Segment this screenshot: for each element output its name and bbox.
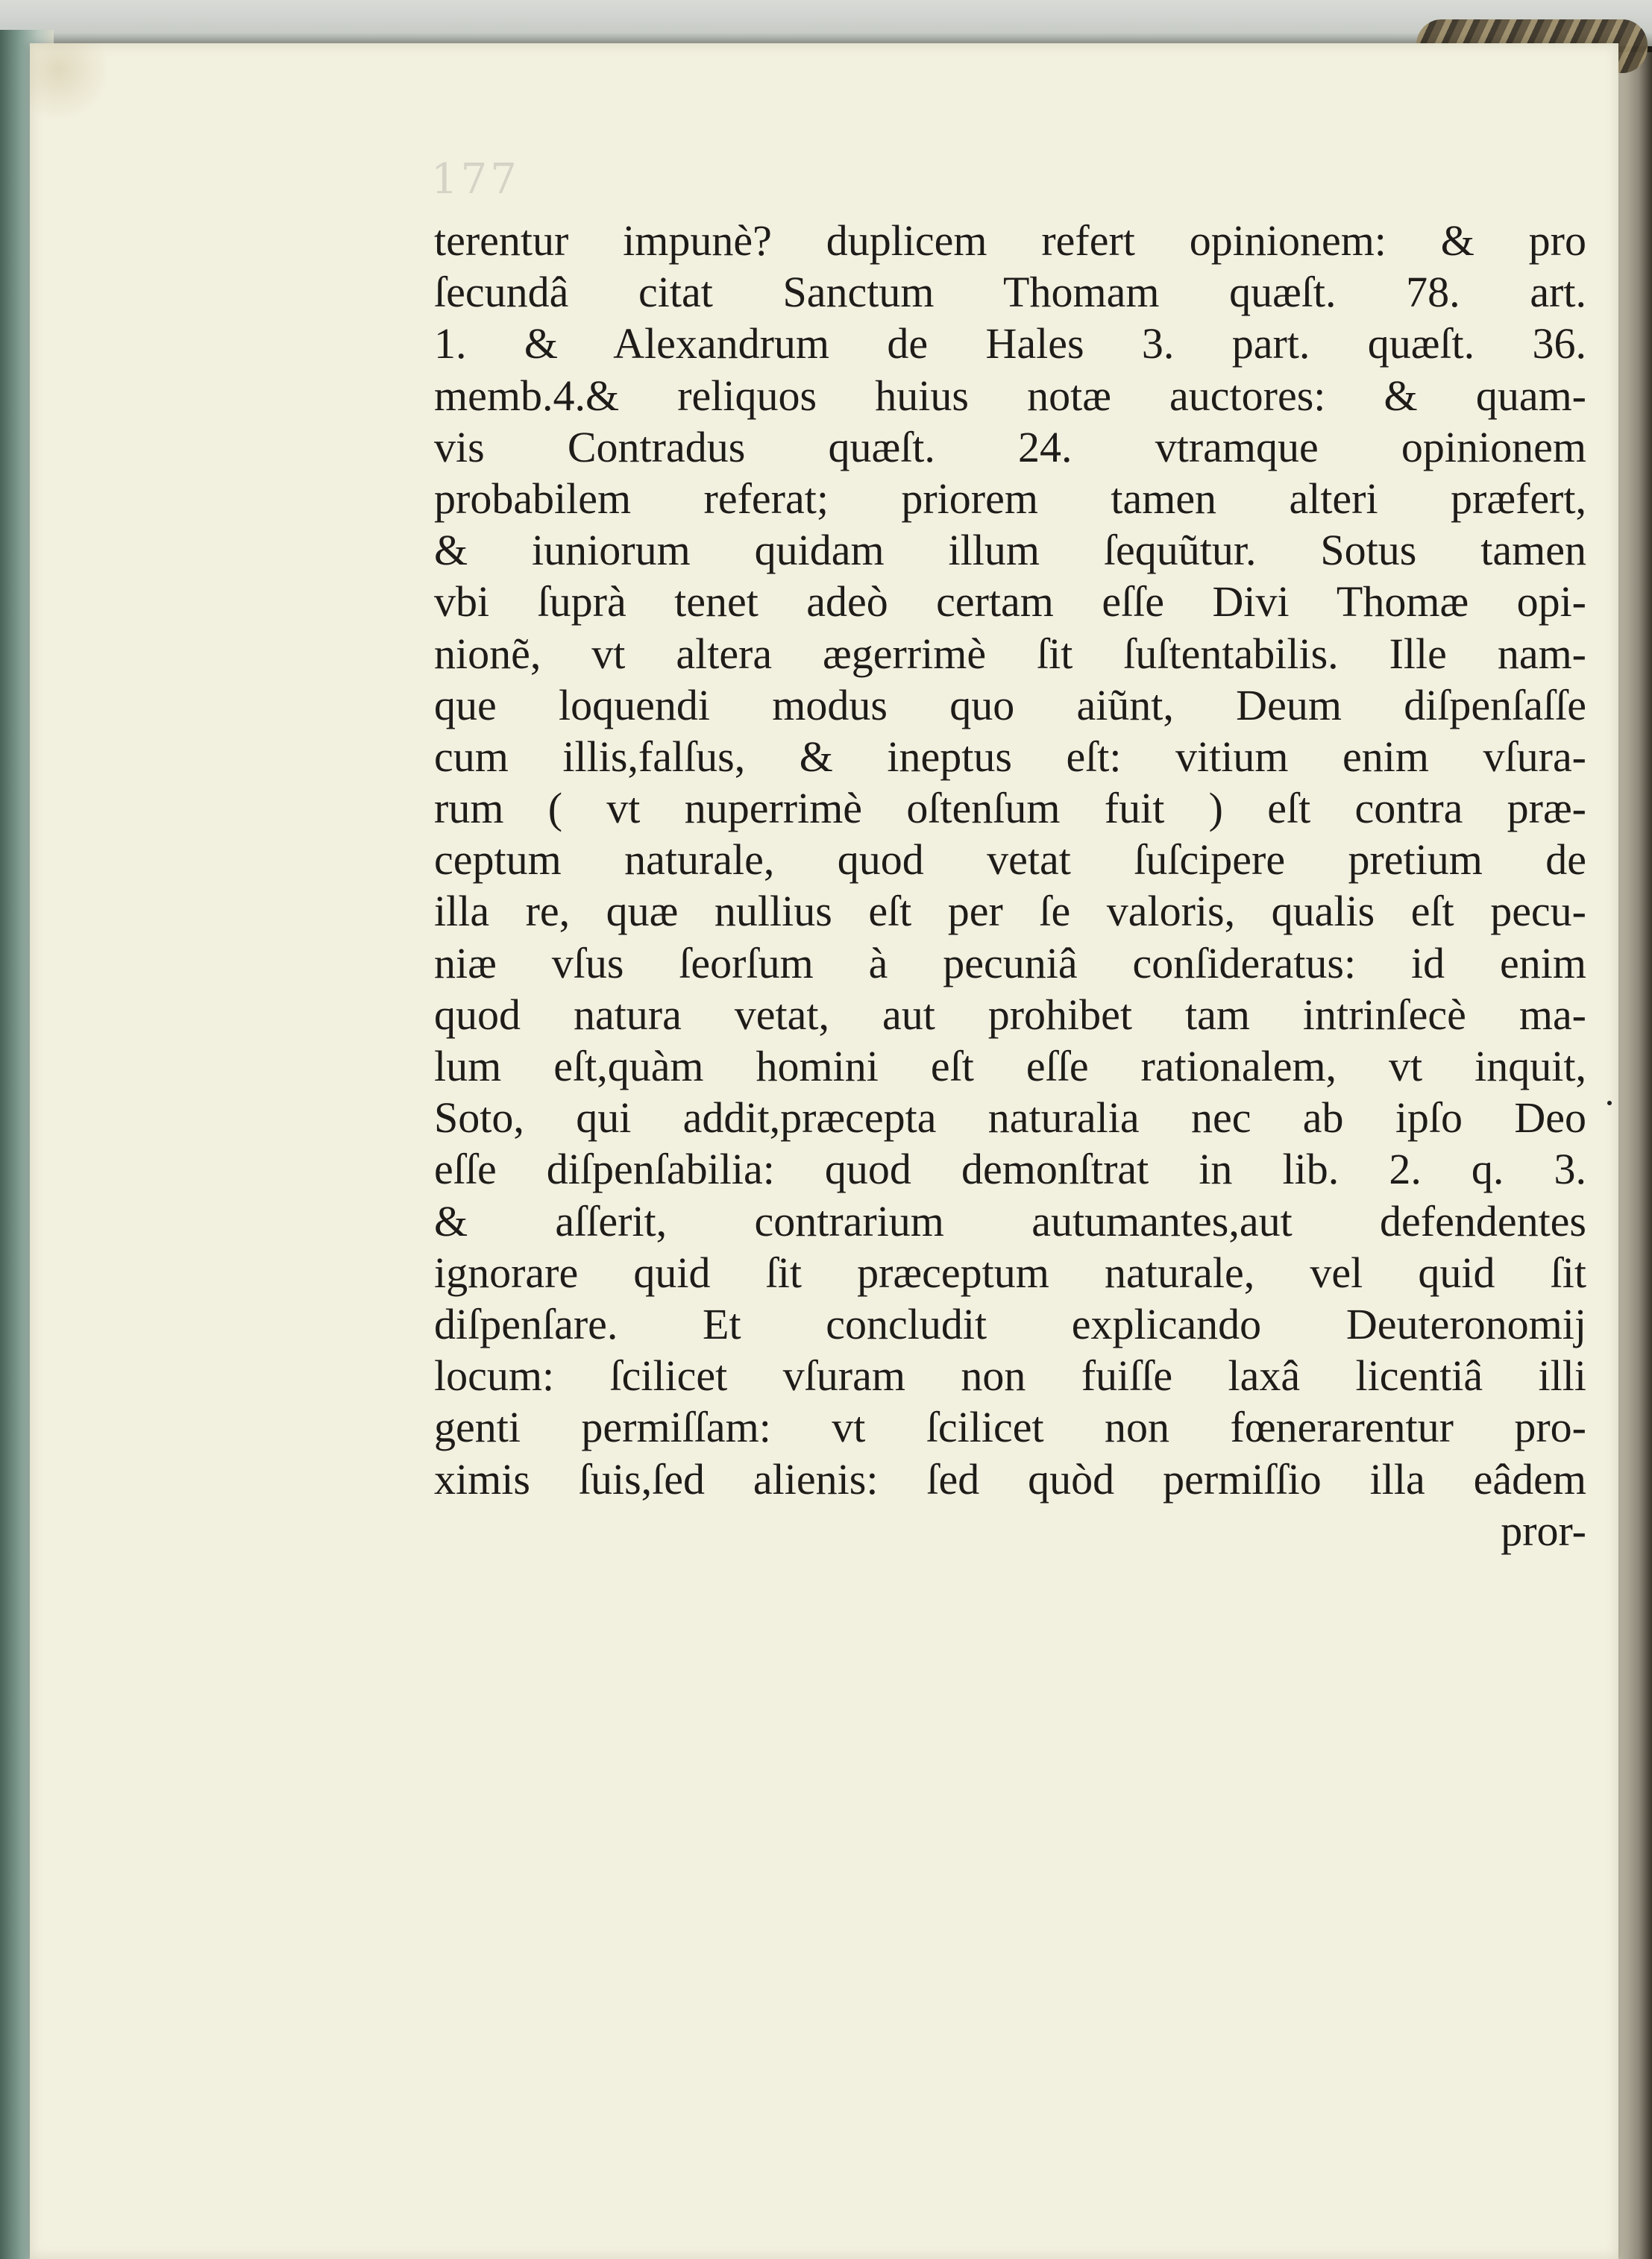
text-line: ignorare quid ſit præceptum naturale, vel quid ſit	[434, 1248, 1586, 1297]
folio-number: 177	[431, 155, 520, 204]
text-line: que loquendi modus quo aiũnt, Deum diſpenſaſſe	[434, 680, 1586, 729]
text-line: illa re, quæ nullius eſt per ſe valoris, qualis eſt pecu-	[434, 887, 1586, 936]
margin-dot	[1607, 1101, 1612, 1105]
catchword: pror-	[1501, 1506, 1586, 1555]
text-line: eſſe diſpenſabilia: quod demonſtrat in lib. 2. q. 3.	[434, 1145, 1586, 1194]
top-binding-strip	[0, 0, 1652, 46]
text-line: memb.4.& reliquos huius notæ auctores: & quam-	[434, 371, 1586, 420]
text-line: cum illis,falſus, & ineptus eſt: vitium enim vſura-	[434, 732, 1586, 781]
text-line: rum ( vt nuperrimè oſtenſum fuit ) eſt contra præ-	[434, 784, 1586, 833]
page-sheet	[30, 43, 1618, 2259]
text-line: ſecundâ citat Sanctum Thomam quæſt. 78. art.	[434, 268, 1586, 317]
text-line: vis Contradus quæſt. 24. vtramque opinionem	[434, 422, 1586, 471]
text-line: terentur impunè? duplicem refert opinionem: & pro	[434, 216, 1586, 265]
text-line: quod natura vetat, aut prohibet tam intrinſecè ma-	[434, 990, 1586, 1039]
text-line: ceptum naturale, quod vetat ſuſcipere pretium de	[434, 835, 1586, 885]
text-line: 1. & Alexandrum de Hales 3. part. quæſt. 36.	[434, 319, 1586, 368]
text-line: ximis ſuis,ſed alienis: ſed quòd permiſſio illa eâdem	[434, 1454, 1586, 1504]
text-line: nionẽ, vt altera ægerrimè ſit ſuſtentabilis. Ille nam-	[434, 629, 1586, 678]
text-line: niæ vſus ſeorſum à pecuniâ conſideratus: id enim	[434, 938, 1586, 987]
page-stain	[30, 43, 112, 119]
text-line: diſpenſare. Et concludit explicando Deuteronomij	[434, 1299, 1586, 1348]
text-line: genti permiſſam: vt ſcilicet non fœnerarentur pro-	[434, 1403, 1586, 1452]
text-line: & aſſerit, contrarium autumantes,aut defendentes	[434, 1196, 1586, 1245]
body-text	[434, 215, 1586, 1556]
text-line: vbi ſuprà tenet adeò certam eſſe Divi Thomæ opi-	[434, 577, 1586, 626]
text-line: locum: ſcilicet vſuram non fuiſſe laxâ licentiâ illi	[434, 1351, 1586, 1401]
text-line: lum eſt,quàm homini eſt eſſe rationalem, vt inquit,	[434, 1042, 1586, 1090]
text-line: probabilem referat; priorem tamen alteri præfert,	[434, 474, 1586, 523]
text-line: & iuniorum quidam illum ſequũtur. Sotus tamen	[434, 526, 1586, 575]
text-line: Soto, qui addit,præcepta naturalia nec ab ipſo Deo	[434, 1093, 1586, 1143]
